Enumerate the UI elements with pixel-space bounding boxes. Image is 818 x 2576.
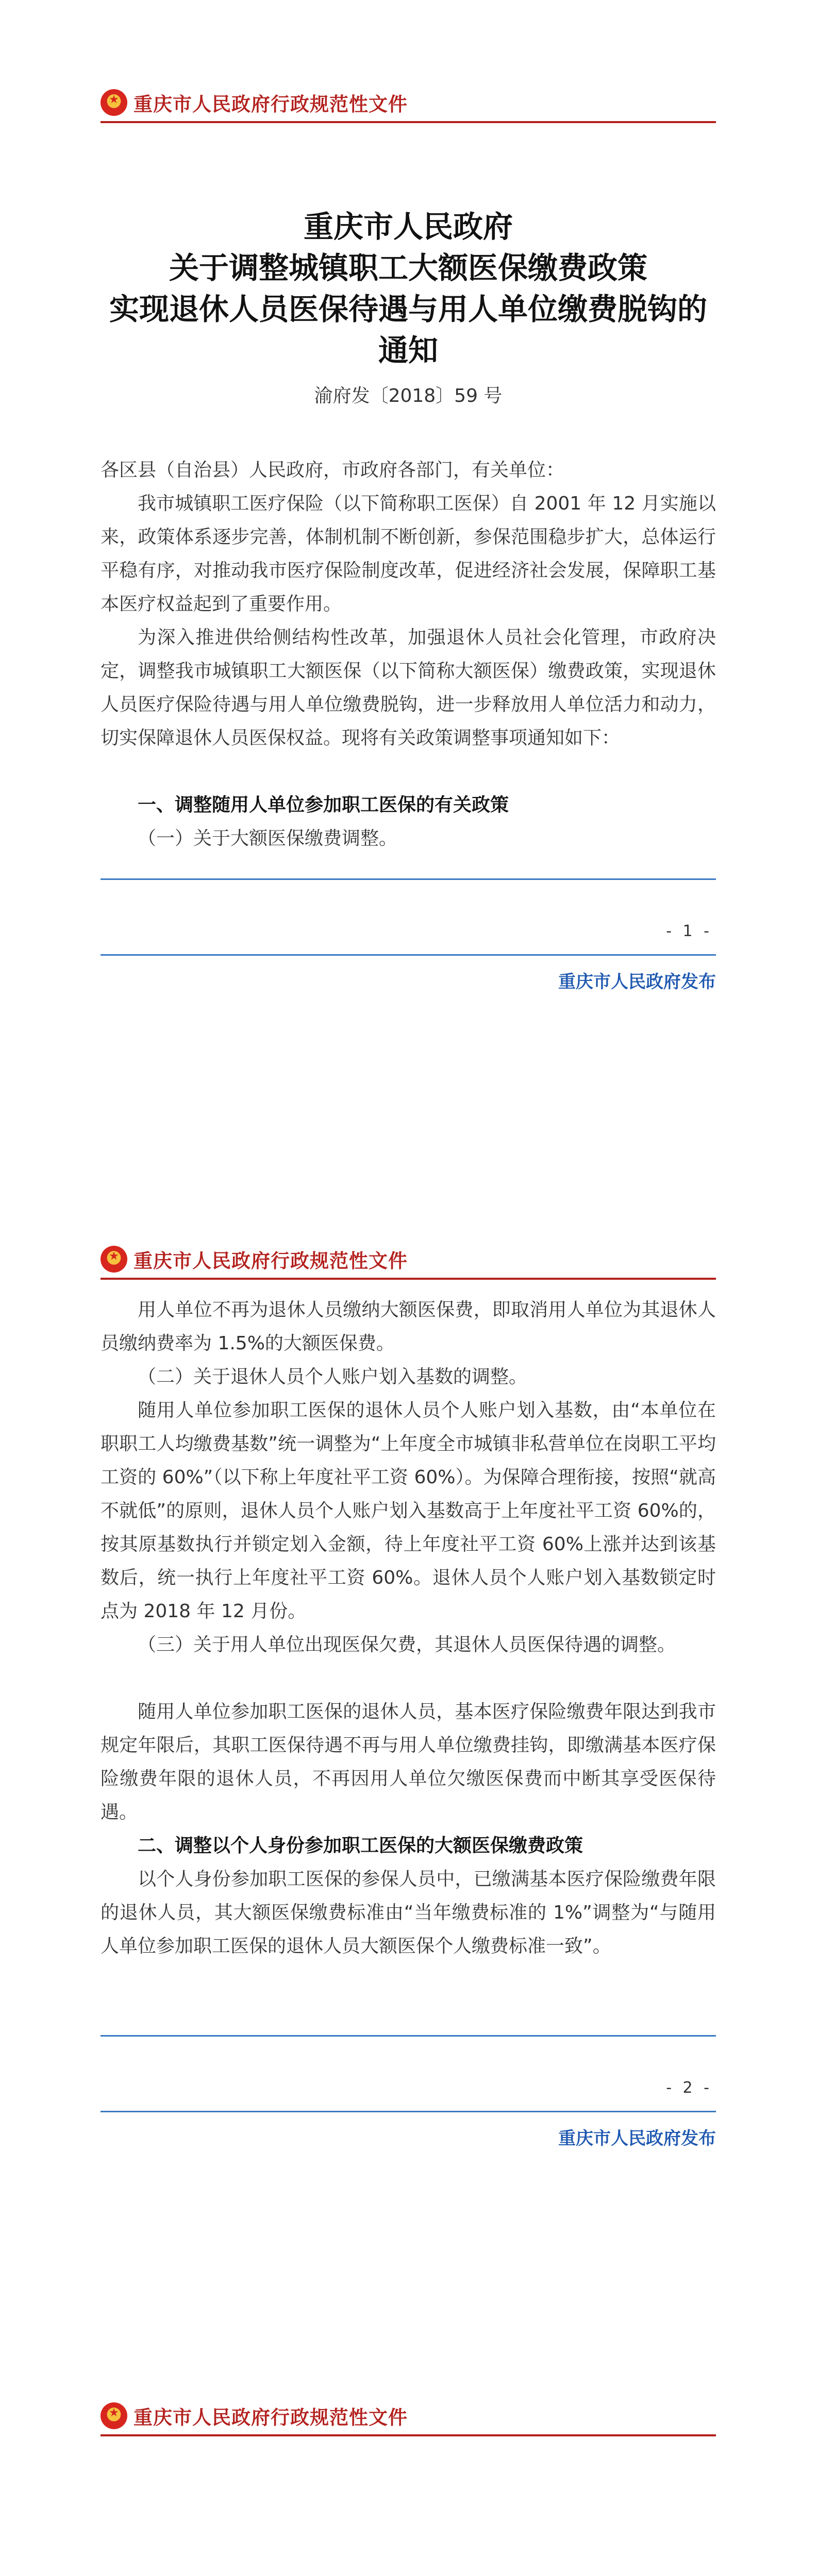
section-heading: 一、调整随用人单位参加职工医保的有关政策 xyxy=(138,794,509,816)
document-number: 渝府发〔2018〕59 号 xyxy=(314,385,503,406)
national-emblem-icon xyxy=(101,1246,127,1273)
footer-rule xyxy=(101,2111,716,2112)
header-label: 重庆市人民政府行政规范性文件 xyxy=(133,1250,408,1272)
footer-rule xyxy=(101,2035,716,2037)
national-emblem-icon xyxy=(101,2402,127,2429)
salutation: 各区县（自治县）人民政府，市政府各部门，有关单位： xyxy=(101,460,565,481)
paragraph: 为深入推进供给侧结构性改革，加强退休人员社会化管理，市政府决定，调整我市城镇职工大额医保（以下简称大额医保）缴费政策，实现退休人员医疗保险待遇与用人单位缴费脱钩，进一步释放用人单位活力和动力，切实保障退休人员医保权益。现将有关政策调整事项通知如下： xyxy=(101,627,716,749)
subsection-heading: （二）关于退休人员个人账户划入基数的调整。 xyxy=(138,1366,528,1387)
section-heading: 二、调整以个人身份参加职工医保的大额医保缴费政策 xyxy=(138,1835,583,1856)
header-rule xyxy=(101,121,716,123)
footer-rule xyxy=(101,878,716,880)
national-emblem-icon xyxy=(101,89,127,116)
footer-label: 重庆市人民政府发布 xyxy=(558,972,716,992)
footer-rule xyxy=(101,954,716,956)
page-header xyxy=(101,89,408,116)
page-header xyxy=(101,2402,408,2430)
paragraph: 随用人单位参加职工医保的退休人员个人账户划入基数，由“本单位在职职工人均缴费基数”统一调整为“上年度全市城镇非私营单位在岗职工平均工资的 60%”（以下称上年度社平工资 60%）。为保障合理衔接，按照“就高不就低”的原则，退休人员个人账户划入基数高于上年度社平工资 60%的，按其原基数执行并锁定划入金额，待上年度社平工资 60%上涨并达到该基数后，统一执行上年度社平工资 60%。退休人员个人账户划入基数锁定时点为 2018 年 12 月份。 xyxy=(101,1400,716,1622)
subsection-heading: （三）关于用人单位出现医保欠费，其退休人员医保待遇的调整。 xyxy=(138,1634,676,1655)
paragraph: 以个人身份参加职工医保的参保人员中，已缴满基本医疗保险缴费年限的退休人员，其大额医保缴费标准由“当年缴费标准的 1%”调整为“与随用人单位参加职工医保的退休人员大额医保个人缴费标准一致”。 xyxy=(101,1869,716,1957)
paragraph: 随用人单位参加职工医保的退休人员，基本医疗保险缴费年限达到我市规定年限后，其职工医保待遇不再与用人单位缴费挂钩，即缴满基本医疗保险缴费年限的退休人员，不再因用人单位欠缴医保费而中断其享受医保待遇。 xyxy=(101,1701,716,1823)
page-number: - 1 - xyxy=(666,922,712,940)
header-rule xyxy=(101,2434,716,2436)
document-page-1 xyxy=(0,0,818,1157)
title-line-3: 通知 xyxy=(378,333,438,368)
header-label: 重庆市人民政府行政规范性文件 xyxy=(133,93,408,115)
title-line-1: 关于调整城镇职工大额医保缴费政策 xyxy=(169,250,647,285)
page-header xyxy=(101,1245,408,1273)
issuer-title: 重庆市人民政府 xyxy=(303,209,513,244)
subsection-heading: （一）关于大额医保缴费调整。 xyxy=(138,828,398,849)
title-line-2: 实现退休人员医保待遇与用人单位缴费脱钩的 xyxy=(109,292,707,327)
page-number: - 2 - xyxy=(666,2079,712,2097)
header-rule xyxy=(101,1278,716,1280)
document-page-2 xyxy=(0,1157,818,2313)
document-page-3 xyxy=(0,2313,818,2576)
paragraph: 用人单位不再为退休人员缴纳大额医保费，即取消用人单位为其退休人员缴纳费率为 1.5%的大额医保费。 xyxy=(101,1299,716,1354)
footer-label: 重庆市人民政府发布 xyxy=(558,2128,716,2149)
paragraph: 我市城镇职工医疗保险（以下简称职工医保）自 2001 年 12 月实施以来，政策体系逐步完善，体制机制不断创新，参保范围稳步扩大，总体运行平稳有序，对推动我市医疗保险制度改革，促进经济社会发展，保障职工基本医疗权益起到了重要作用。 xyxy=(101,493,716,615)
header-label: 重庆市人民政府行政规范性文件 xyxy=(133,2406,408,2429)
